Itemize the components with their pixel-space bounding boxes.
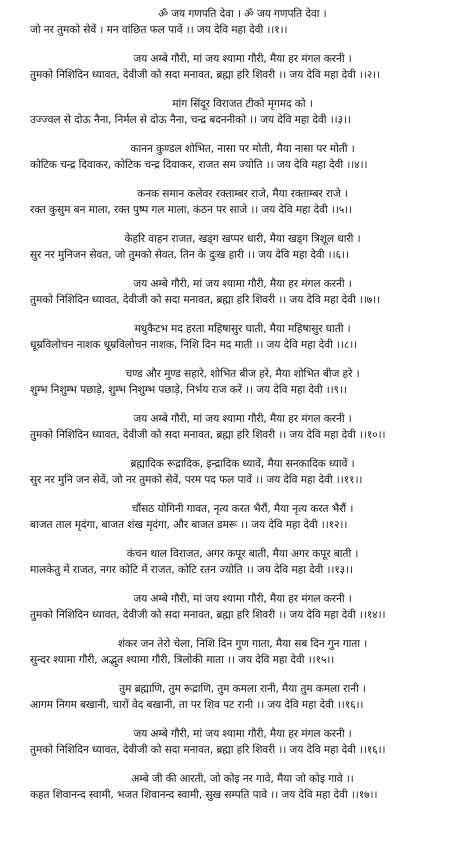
verse-7	[0, 276, 475, 308]
verse-line-2: रक्त कुसुम बन माला, रक्त पुष्प गल माला, कंठन पर साजे ।। जय देवि महा देवी ।।५।।	[30, 204, 352, 216]
verse-line-1: चण्ड और मुण्ड सहारे, शोभित बीज हरे, मैया शोभित बीज हरे ।	[125, 368, 360, 380]
verse-line-1: जय अम्बे गौरी, मां जय श्यामा गौरी, मैया हर मंगल करनी ।	[133, 53, 352, 65]
verse-line-2: मालकेतु में राजत, नगर कोटि में राजत, कोटि रतन ज्योति ।। जय देवि महा देवी ।।१३।।	[30, 564, 353, 576]
verse-10	[0, 411, 475, 443]
aarti-document	[0, 6, 475, 816]
verse-line-1: जय अम्बे गौरी, मां जय श्यामा गौरी, मैया हर मंगल करनी ।	[133, 728, 352, 740]
verse-line-1: कानन कुण्डल शोभित, नासा पर मोती, मैया नासा पर मोती ।	[130, 143, 355, 155]
verse-line-1: जय अम्बे गौरी, मां जय श्यामा गौरी, मैया हर मंगल करनी ।	[133, 278, 352, 290]
verse-15	[0, 636, 475, 668]
verse-line-1: कंचन थाल विराजत, अगर कपूर बाती, मैया अगर कपूर बाती ।	[126, 548, 359, 560]
verse-14	[0, 591, 475, 623]
verse-1	[0, 6, 475, 38]
verse-4	[0, 141, 475, 173]
verse-line-2: तुमको निशिदिन ध्यावत, देवीजी को सदा मनावत, ब्रह्मा हरि शिवरी ।। जय देवि महा देवी ।।१६।।	[30, 744, 386, 756]
verse-line-2: जो नर तुमको सेवें । मन वांछित फल पावें ।। जय देवि महा देवी ।।१।।	[30, 24, 288, 36]
verse-line-1: जय अम्बे गौरी, मां जय श्यामा गौरी, मैया हर मंगल करनी ।	[133, 593, 352, 605]
verse-line-2: तुमको निशिदिन ध्यावत, देवीजी को सदा मनावत, ब्रह्मा हरि शिवरी ।। जय देवि महा देवी ।।१०।।	[30, 429, 386, 441]
verse-line-1: ब्रह्मादिक रूद्रादिक, इन्द्रादिक ध्यावें, मैया सनकादिक ध्यावें ।	[130, 458, 355, 470]
verse-11	[0, 456, 475, 488]
verse-16	[0, 681, 475, 713]
verse-line-2: धूम्रविलोचन नाशक धूम्रविलोचन नाशक, निशि दिन मद माती ।। जय देवि महा देवी ।।८।।	[30, 339, 358, 351]
verse-line-2: शुम्भ निशुम्भ पछाड़े, शुम्भ निशुम्भ पछाड़े, निर्भय राज करें ।। जय देवि महा देवी ।।९।।	[30, 384, 347, 396]
verse-18	[0, 771, 475, 803]
verse-6	[0, 231, 475, 263]
verse-3	[0, 96, 475, 128]
verse-line-2: कहत शिवानन्द स्वामी, भजत शिवानन्द स्वामी, सुख सम्पति पावे ।। जय देवि महा देवी ।।१७।।	[30, 789, 378, 801]
verse-line-2: तुमको निशिदिन ध्यावत, देवीजी को सदा मनावत, ब्रह्मा हरि शिवरी ।। जय देवि महा देवी ।।७।।	[30, 294, 380, 306]
verse-9	[0, 366, 475, 398]
verse-line-2: सुर नर मुनि जन सेवें, जो नर तुमको सेवें, परम पद फल पावें ।। जय देवि महा देवी ।।११।।	[30, 474, 363, 486]
verse-line-2: सुर नर मुनिजन सेवत, जो तुमको सेवत, तिन के दुःख हारी ।। जय देवि महा देवी ।।६।।	[30, 249, 349, 261]
verse-line-1: कनक समान कलेवर रक्ताम्बर राजे, मैया रक्ताम्बर राजे ।	[137, 188, 348, 200]
verse-line-1: केहरि वाहन राजत, खड्ग खप्पर धारी, मैया खड्ग त्रिशूल धारी ।	[124, 233, 361, 245]
verse-line-2: तुमको निशिदिन ध्यावत, देवीजी को सदा मनावत, ब्रह्मा हरि शिवरी ।। जय देवि महा देवी ।।१४।।	[30, 609, 386, 621]
verse-12	[0, 501, 475, 533]
verse-line-1: जय अम्बे गौरी, मां जय श्यामा गौरी, मैया हर मंगल करनी ।	[133, 413, 352, 425]
verse-line-2: आगम निगम बखानी, चारों वेद बखानी, ता पर शिव पट रानी ।। जय देवि महा देवी ।।१६।।	[30, 699, 364, 711]
verse-line-1: मधुकैटभ मद हरता महिषासुर घाती, मैया महिषासुर घाती ।	[134, 323, 351, 335]
verse-2	[0, 51, 475, 83]
verse-line-2: कोटिक चन्द्र दिवाकर, कोटिक चन्द्र दिवाकर, राजत सम ज्योति ।। जय देवि महा देवी ।।४।।	[30, 159, 368, 171]
verse-17	[0, 726, 475, 758]
verse-line-1: चौंसठ योगिनी गावत, नृत्य करत भैरौं, मैया नृत्य करत भैरौं ।	[131, 503, 354, 515]
verse-line-2: उज्ज्वल से दोऊ नैना, निर्मल से दोऊ नैना, चन्द्र बदननीको ।। जय देवि महा देवी ।।३।।	[30, 114, 351, 126]
verse-13	[0, 546, 475, 578]
verse-line-1: ॐ जय गणपति देवा । ॐ जय गणपति देवा ।	[158, 8, 327, 20]
verse-line-2: सुन्दर श्यामा गौरी, अद्भुत श्यामा गौरी, त्रिलोकी माता ।। जय देवि महा देवी ।।१५।।	[30, 654, 335, 666]
verse-line-2: बाजत ताल मृदंगा, बाजत शंख मृदंगा, और बाजत डमरू ।। जय देवि महा देवी ।।१२।।	[30, 519, 348, 531]
verse-line-1: तुम ब्रह्माणि, तुम रूद्राणि, तुम कमला रानी, मैया तुम कमला रानी ।	[119, 683, 366, 695]
verse-line-1: अम्बे जी की आरती, जो कोइ नर गावे, मैया जो कोइ गावे ।।	[131, 773, 354, 785]
verse-5	[0, 186, 475, 218]
verse-line-2: तुमको निशिदिन ध्यावत, देवीजी को सदा मनावत, ब्रह्मा हरि शिवरी ।। जय देवि महा देवी ।।२।।	[30, 69, 380, 81]
verse-line-1: शंकर जन तेरो चेला, निशि दिन गुण गाता, मैया सब दिन गुन गाता ।	[117, 638, 368, 650]
verse-line-1: मांग सिंदूर विराजत टीको मृगमद को ।	[172, 98, 313, 110]
verse-8	[0, 321, 475, 353]
